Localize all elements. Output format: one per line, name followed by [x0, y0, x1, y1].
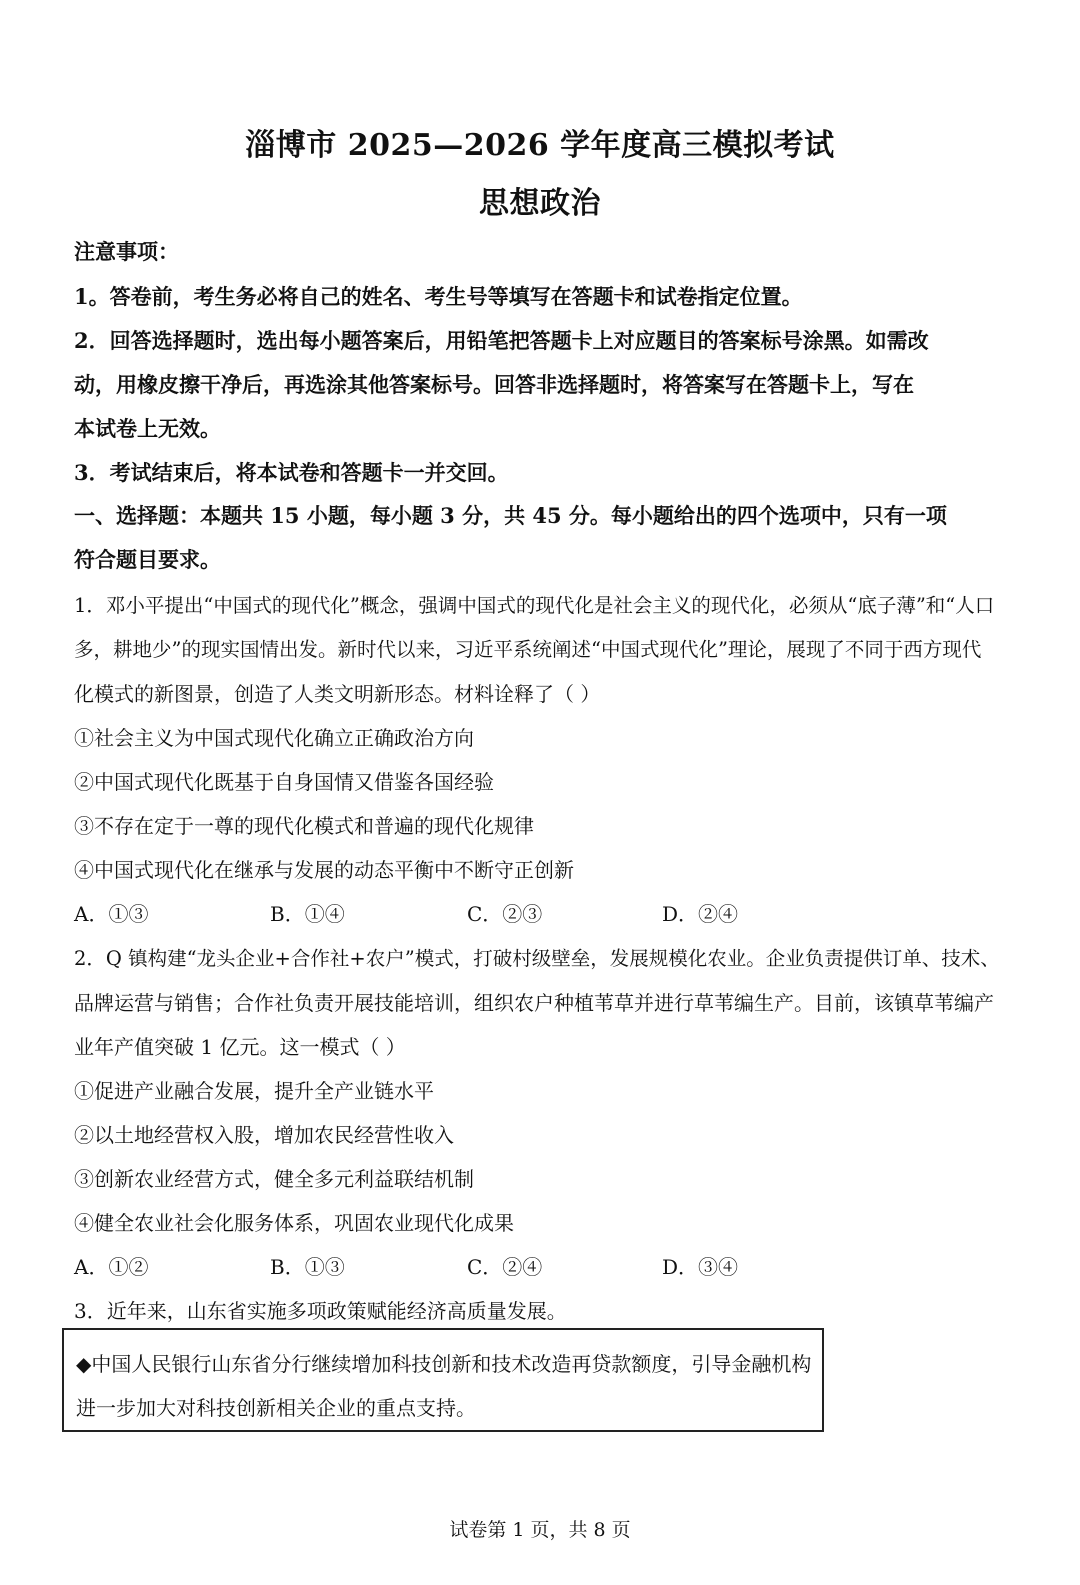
q1-options [74, 898, 974, 928]
q1-stem: 化模式的新图景，创造了人类文明新形态。材料诠释了（ ） [74, 682, 601, 706]
q2-stem: 2．Q 镇构建“龙头企业+合作社+农户”模式，打破村级壁垒，发展规模化农业。企业负责提供订单、技术、 [74, 947, 1000, 970]
page-footer: 试卷第 1 页，共 8 页 [449, 1519, 631, 1541]
note-item: 1。答卷前，考生务必将自己的姓名、考生号等填写在答题卡和试卷指定位置。 [74, 284, 803, 309]
option-c[interactable]: C．②④ [467, 1255, 543, 1279]
exam-title: 淄博市 2025—2026 学年度高三模拟考试 [245, 128, 835, 163]
notes-heading: 注意事项： [74, 239, 179, 264]
note-item: 2．回答选择题时，选出每小题答案后，用铅笔把答题卡上对应题目的答案标号涂黑。如需改 [74, 328, 929, 353]
option-d[interactable]: D．③④ [662, 1255, 739, 1279]
q2-statement: ②以土地经营权入股，增加农民经营性收入 [74, 1123, 454, 1147]
q2-stem: 业年产值突破 1 亿元。这一模式（ ） [74, 1035, 406, 1059]
q2-statement: ①促进产业融合发展，提升全产业链水平 [74, 1079, 434, 1103]
q2-stem: 品牌运营与销售；合作社负责开展技能培训，组织农户种植苇草并进行草苇编生产。目前，该镇草苇编产 [74, 991, 994, 1015]
q2-options [74, 1251, 974, 1281]
option-b[interactable]: B．①④ [270, 902, 345, 926]
note-item: 动，用橡皮擦干净后，再选涂其他答案标号。回答非选择题时，将答案写在答题卡上，写在 [74, 372, 914, 397]
section-heading: 符合题目要求。 [74, 547, 221, 572]
q1-stem: 多，耕地少”的现实国情出发。新时代以来，习近平系统阐述“中国式现代化”理论，展现了不同于西方现代 [74, 638, 982, 661]
q2-statement: ④健全农业社会化服务体系，巩固农业现代化成果 [74, 1211, 514, 1235]
q3-stem: 3．近年来，山东省实施多项政策赋能经济高质量发展。 [74, 1299, 567, 1323]
option-c[interactable]: C．②③ [467, 902, 543, 926]
q3-material-box [62, 1328, 824, 1432]
subject-title: 思想政治 [479, 186, 601, 221]
q1-statement: ④中国式现代化在继承与发展的动态平衡中不断守正创新 [74, 858, 574, 882]
q1-statement: ③不存在定于一尊的现代化模式和普遍的现代化规律 [74, 814, 534, 838]
q1-statement: ①社会主义为中国式现代化确立正确政治方向 [74, 726, 474, 750]
q3-material-line: ◆中国人民银行山东省分行继续增加科技创新和技术改造再贷款额度，引导金融机构 [76, 1352, 812, 1376]
q2-statement: ③创新农业经营方式，健全多元利益联结机制 [74, 1167, 474, 1191]
option-b[interactable]: B．①③ [270, 1255, 345, 1279]
section-heading: 一、选择题：本题共 15 小题，每小题 3 分，共 45 分。每小题给出的四个选项中，只有一项 [74, 503, 947, 528]
note-item: 本试卷上无效。 [74, 416, 221, 441]
option-d[interactable]: D．②④ [662, 902, 739, 926]
option-a[interactable]: A．①② [74, 1255, 149, 1279]
note-item: 3．考试结束后，将本试卷和答题卡一并交回。 [74, 460, 509, 485]
q1-stem: 1．邓小平提出“中国式的现代化”概念，强调中国式的现代化是社会主义的现代化，必须从“底子薄”和“人口 [74, 594, 995, 617]
option-a[interactable]: A．①③ [74, 902, 149, 926]
q3-material-line: 进一步加大对科技创新相关企业的重点支持。 [76, 1396, 476, 1420]
q1-statement: ②中国式现代化既基于自身国情又借鉴各国经验 [74, 770, 494, 794]
